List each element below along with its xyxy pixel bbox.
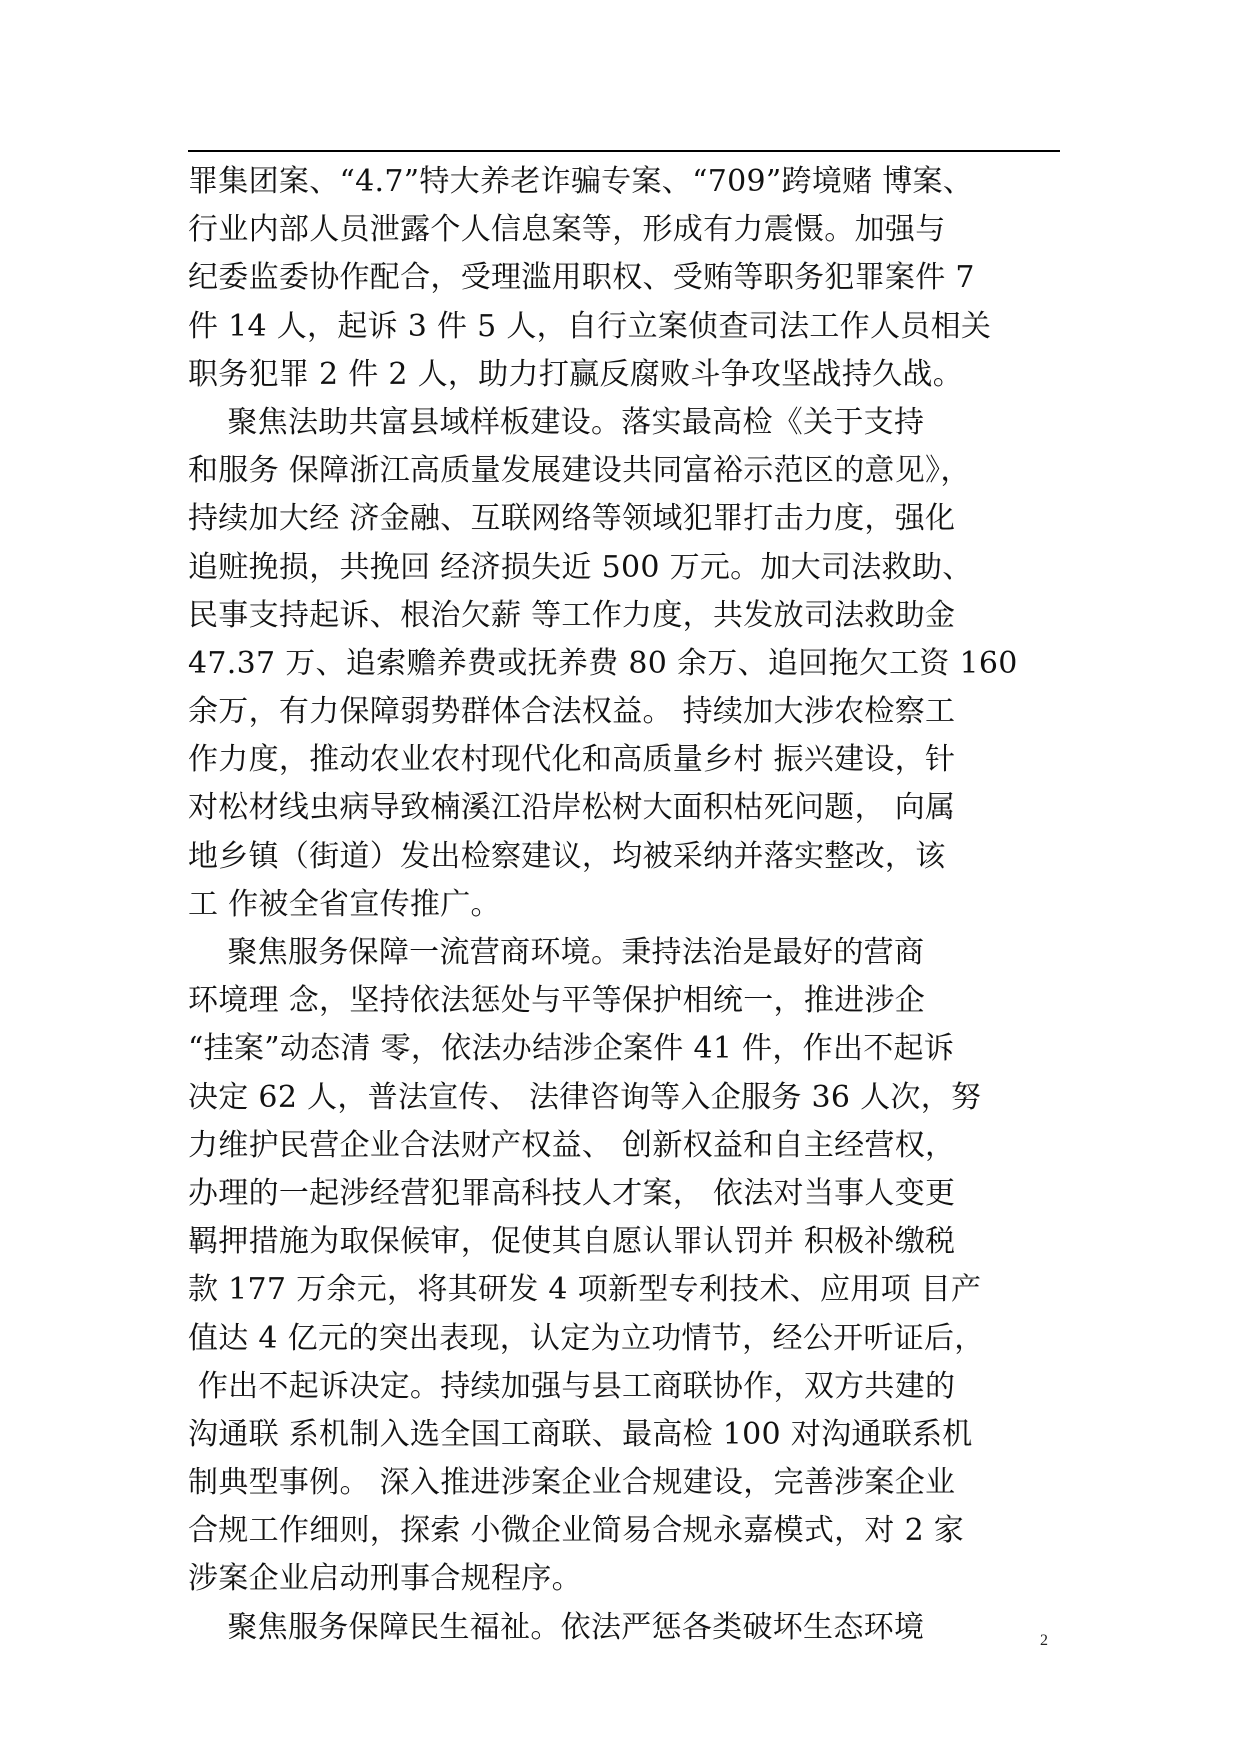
header-rule [188,150,1060,152]
text-line: 和服务 保障浙江高质量发展建设共同富裕示范区的意见》， [188,453,971,489]
text-line: 沟通联 系机制入选全国工商联、最高检 100 对沟通联系机 [188,1416,973,1452]
text-line: 合规工作细则，探索 小微企业简易合规永嘉模式，对 2 家 [188,1513,965,1549]
text-line: 作出不起诉决定。持续加强与县工商联协作，双方共建的 [188,1368,956,1404]
text-line: 余万，有力保障弱势群体合法权益。 持续加大涉农检察工 [188,694,956,730]
text-line: 作力度，推动农业农村现代化和高质量乡村 振兴建设，针 [188,742,956,778]
text-line: 47.37 万、追索赡养费或抚养费 80 余万、追回拖欠工资 160 [188,645,1018,681]
text-line: 地乡镇（街道）发出检察建议，均被采纳并落实整改，该 [188,838,946,874]
text-line: 持续加大经 济金融、互联网络等领域犯罪打击力度，强化 [188,501,956,537]
text-line: 力维护民营企业合法财产权益、 创新权益和自主经营权， [188,1127,956,1163]
text-line: 职务犯罪 2 件 2 人，助力打赢反腐败斗争攻坚战持久战。 [188,356,964,392]
text-line: 聚焦服务保障民生福祉。依法严惩各类破坏生态环境 [188,1609,925,1645]
text-line: “挂案”动态清 零，依法办结涉企案件 41 件，作出不起诉 [188,1031,955,1067]
text-line: 对松材线虫病导致楠溪江沿岸松树大面积枯死问题， 向属 [188,790,956,826]
text-line: 决定 62 人，普法宣传、 法律咨询等入企服务 36 人次，努 [188,1079,982,1115]
text-line: 办理的一起涉经营犯罪高科技人才案， 依法对当事人变更 [188,1175,956,1211]
text-line: 件 14 人，起诉 3 件 5 人，自行立案侦查司法工作人员相关 [188,308,992,344]
text-line: 涉案企业启动刑事合规程序。 [188,1561,582,1597]
text-line: 罪集团案、“4.7”特大养老诈骗专案、“709”跨境赌 博案、 [188,164,974,199]
text-line: 值达 4 亿元的突出表现，认定为立功情节，经公开听证后， [188,1320,985,1356]
text-line: 纪委监委协作配合，受理滥用职权、受贿等职务犯罪案件 7 [188,260,975,296]
text-line: 聚焦法助共富县域样板建设。落实最高检《关于支持 [188,404,925,440]
text-line: 聚焦服务保障一流营商环境。秉持法治是最好的营商 [188,935,925,970]
text-line: 款 177 万余元，将其研发 4 项新型专利技术、应用项 目产 [188,1272,982,1308]
body-text [188,158,1068,1652]
text-line: 追赃挽损，共挽回 经济损失近 500 万元。加大司法救助、 [188,549,973,585]
text-line: 制典型事例。 深入推进涉案企业合规建设，完善涉案企业 [188,1465,956,1501]
text-line: 行业内部人员泄露个人信息案等，形成有力震慑。加强与 [188,212,946,248]
page-number: 2 [1040,1632,1048,1649]
text-line: 工 作被全省宣传推广。 [188,886,501,922]
text-line: 民事支持起诉、根治欠薪 等工作力度，共发放司法救助金 [188,597,956,633]
text-line: 环境理 念，坚持依法惩处与平等保护相统一，推进涉企 [188,983,926,1019]
text-line: 羁押措施为取保候审，促使其自愿认罪认罚并 积极补缴税 [188,1224,956,1260]
